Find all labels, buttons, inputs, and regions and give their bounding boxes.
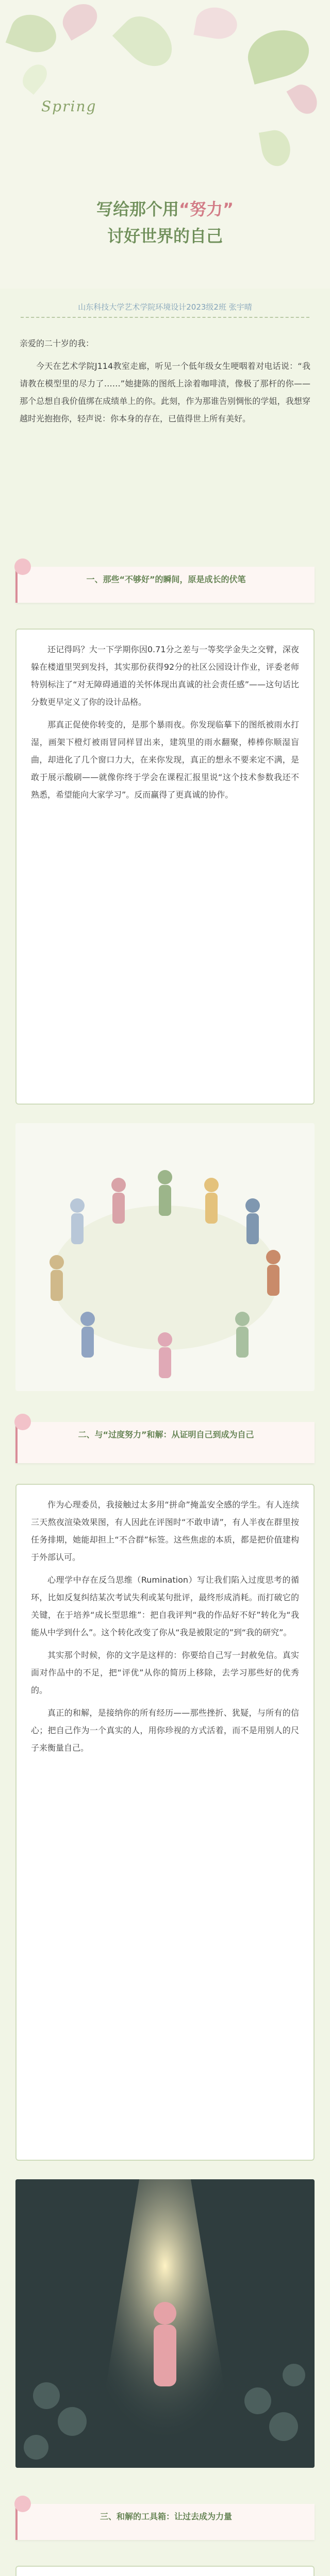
section1-paragraph: 还记得吗？大一下学期你因0.71分之差与一等奖学金失之交臂，深夜躲在楼道里哭到发抖，其实那份获得92分的社区公园设计作业，评委老师特别标注了“对无障碍通道的关怀体现出真诚的社会责任感”——这句话比分数更早定义了你的设计品格。 (31, 645, 299, 707)
section1-paragraph: 那真正促使你转变的，是那个暴雨夜。你发现临摹下的图纸被雨水打湿，画架下橙灯被雨冒同样冒出来，建筑里的雨水翻聚，棒棒你顺湿盲曲，却进化了几个窗口力大，在来你发现，真正的想永不要来定不满，是敢于展示酸刷——就像你终于学会在课程汇报里说“这个技术参数我还不熟悉，希望能向大家学习”。反而赢得了更真诚的协作。 (31, 720, 299, 800)
section1-text (31, 641, 299, 809)
section-title: 三、和解的工具箱：让过去成为力量 (100, 2512, 232, 2521)
leaf-decoration (57, 0, 103, 41)
leaf-decoration (287, 80, 322, 118)
intro-block (20, 335, 310, 433)
author-byline: 山东科技大学艺术学院环境设计2023级2班 张宇晴 (78, 302, 252, 312)
flower-icon (14, 558, 31, 575)
greeting: 亲爱的二十岁的我： (20, 338, 94, 348)
brand-script: Spring (41, 98, 97, 115)
light-beam-illustration (15, 2179, 315, 2468)
flower-icon (14, 1414, 31, 1430)
figures-illustration (15, 1123, 315, 1391)
section2-paragraph: 心理学中存在反刍思维（Rumination）写让我们陷入过度思考的循环，比如反复纠结某次考试失利或某句批评，最终形成消耗。而打破它的关键，在于培养“成长型思维”：把自我评判“我的作品好不好”转化为“我能从中学到什么”。这个转化改变了你从“我是被限定的”到“我的研究”。 (31, 1575, 299, 1637)
section2-paragraph: 真正的和解，是接纳你的所有经历——那些挫折、犹疑，与所有的信心；把自己作为一个真实的人，用你珍视的方式活着，而不是用别人的尺子来衡量自己。 (31, 1708, 299, 1753)
illustration-circle-figures (15, 1123, 315, 1391)
leaf-decoration (242, 24, 314, 84)
title-highlight: “努力” (178, 199, 234, 219)
flower-icon (14, 2496, 31, 2512)
section-header-3 (15, 2504, 315, 2540)
hero-banner (0, 0, 330, 289)
title-line1-pre: 写给那个用 (96, 199, 179, 219)
section-title: 一、那些“不够好”的瞬间，原是成长的伏笔 (86, 574, 246, 584)
section3-card (15, 2566, 315, 2576)
page-title (21, 196, 309, 249)
section-title: 二、与“过度努力”和解：从证明自己到成为自己 (78, 1430, 254, 1439)
leaf-decoration (193, 5, 239, 42)
section2-paragraph: 其实那个时候，你的文字是这样的：你要给自己写一封赦免信。真实面对作品中的不足，把“评优”从你的简历上移除，去学习那些好的优秀的。 (31, 1650, 299, 1695)
section2-text (31, 1496, 299, 1762)
leaf-decoration (6, 9, 62, 59)
leaf-decoration (259, 128, 293, 168)
leaf-decoration (18, 60, 52, 95)
leaf-decoration (112, 7, 182, 76)
section2-paragraph: 作为心理委员，我接触过太多用“拼命”掩盖安全感的学生。有人连续三天熬夜渲染效果图，有人因此在评图时“不敢申请”，有人半夜在群里按任务排期，她能却担上“不合群”标签。这些焦虑的本质，都是把价值建构于外部认可。 (31, 1500, 299, 1562)
section2-card (15, 1484, 315, 2161)
section-header-2 (15, 1422, 315, 1463)
divider (21, 317, 309, 318)
illustration-light-beam (15, 2179, 315, 2468)
title-line2: 讨好世界的自己 (107, 226, 223, 246)
intro-paragraph: 今天在艺术学院J114教室走廊，听见一个低年级女生哽咽着对电话说：“我请教在模型里的尽力了……”她捷陈的图纸上涂着咖啡渍，像极了那杆的你——那个总想自我价值绑在成绩单上的你。此刻，作为那谁告别惆怅的学姐，我想穿越时光抱抱你，轻声说：你本身的存在，已值得世上所有美好。 (20, 361, 310, 423)
section1-card (15, 629, 315, 1105)
section-header-1 (15, 567, 315, 603)
